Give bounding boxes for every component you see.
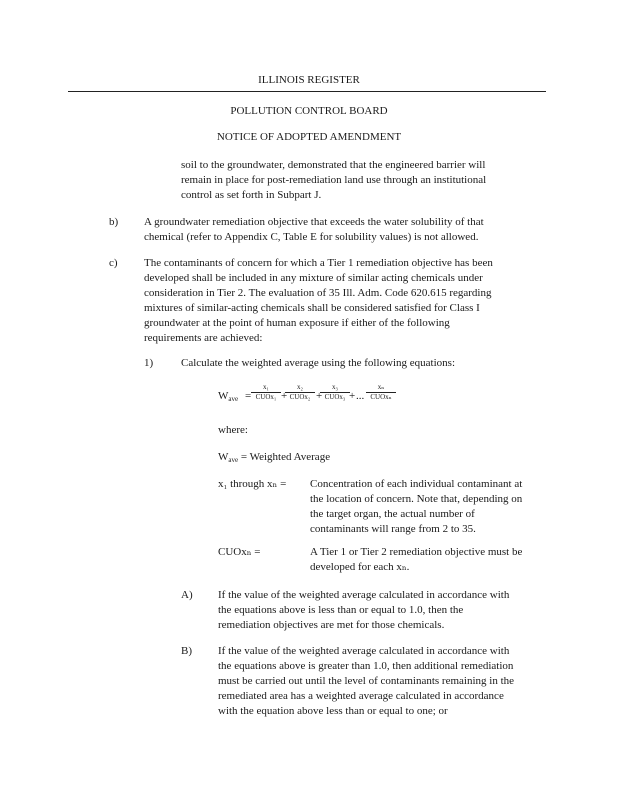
- definition-cuo-line: developed for each xₙ.: [310, 561, 410, 573]
- formula-plus: +: [281, 390, 288, 402]
- item-b-line: A groundwater remediation objective that exceeds the water solubility of that: [144, 216, 484, 228]
- item-c-line: groundwater at the point of human exposure if either of the following: [144, 317, 450, 329]
- item-B-text: [218, 644, 514, 719]
- item-A-line: the equations above is less than or equal to 1.0, then the: [218, 604, 464, 616]
- weighted-average-formula: [218, 380, 398, 412]
- definition-cuo-term: CUOxₙ =: [218, 546, 261, 558]
- definition-x-line: contaminants will range from 2 to 35.: [310, 523, 476, 535]
- formula-term-n: xₙ CUOxₙ: [364, 383, 398, 401]
- item-1-text: Calculate the weighted average using the following equations:: [181, 357, 456, 369]
- definition-wave: [218, 450, 330, 465]
- notice-title: NOTICE OF ADOPTED AMENDMENT: [216, 131, 402, 143]
- item-A-line: If the value of the weighted average calculated in accordance with: [218, 589, 510, 601]
- item-A-label: A): [181, 589, 193, 601]
- item-B-line: remediated area has a weighted average calculated in accordance: [218, 690, 504, 702]
- item-b-line: chemical (refer to Appendix C, Table E for solubility values) is not allowed.: [144, 231, 479, 243]
- item-B-line: must be carried out until the level of contaminants remaining in the: [218, 675, 515, 687]
- item-c-line: mixtures of similar-acting chemicals shall be considered satisfied for Class I: [144, 302, 480, 314]
- item-c-line: requirements are achieved:: [144, 332, 263, 344]
- definition-wave-text: = Weighted Average: [240, 451, 331, 463]
- item-B-label: B): [181, 645, 192, 657]
- formula-plus: +: [349, 390, 356, 402]
- definition-cuo-text: [310, 545, 522, 575]
- continuation-line: control as set forth in Subpart J.: [181, 189, 322, 201]
- header-rule: [68, 91, 546, 92]
- formula-term-3: x₃ CUOx₃: [318, 383, 352, 401]
- formula-term-1: x₁ CUOx₁: [249, 383, 283, 401]
- definition-x-term: x₁ through xₙ =: [218, 478, 287, 490]
- definition-x-line: the target organ, the actual number of: [310, 508, 475, 520]
- item-c-line: consideration in Tier 2. The evaluation of 35 Ill. Adm. Code 620.615 regarding: [144, 287, 492, 299]
- definition-x-line: the location of concern. Note that, depending on: [310, 493, 523, 505]
- continuation-line: soil to the groundwater, demonstrated that the engineered barrier will: [181, 159, 486, 171]
- item-c-line: developed shall be included in any mixture of similar acting chemicals under: [144, 272, 483, 284]
- definition-x-line: Concentration of each individual contaminant at: [310, 478, 523, 490]
- formula-term-2: x₂ CUOx₂: [283, 383, 317, 401]
- where-label: where:: [218, 424, 248, 436]
- item-B-line: with the equation above less than or equal to one; or: [218, 705, 448, 717]
- item-A-text: [218, 588, 509, 633]
- continuation-line: remain in place for post-remediation land use through an institutional: [181, 174, 487, 186]
- item-B-line: the equations above is greater than 1.0, then additional remediation: [218, 660, 514, 672]
- item-c-text: [144, 256, 534, 346]
- definition-cuo-line: A Tier 1 or Tier 2 remediation objective must be: [310, 546, 523, 558]
- formula-equals: =: [245, 390, 252, 402]
- formula-plus: +: [316, 390, 323, 402]
- formula-ellipsis: ...: [356, 390, 365, 402]
- item-b-label: b): [109, 216, 119, 228]
- item-c-line: The contaminants of concern for which a Tier 1 remediation objective has been: [144, 257, 493, 269]
- item-B-line: If the value of the weighted average calculated in accordance with: [218, 645, 510, 657]
- definition-x-text: [310, 477, 522, 537]
- item-1-label: 1): [144, 357, 154, 369]
- formula-lhs: $W_{ave}$: [218, 390, 239, 403]
- register-title: ILLINOIS REGISTER: [258, 74, 360, 86]
- board-title: POLLUTION CONTROL BOARD: [230, 105, 388, 117]
- item-b-text: [144, 215, 534, 245]
- continuation-text: [181, 158, 571, 203]
- item-A-line: remediation objectives are met for those chemicals.: [218, 619, 445, 631]
- item-c-label: c): [109, 257, 118, 269]
- definition-wave-term: $W_{ave}$: [218, 451, 239, 464]
